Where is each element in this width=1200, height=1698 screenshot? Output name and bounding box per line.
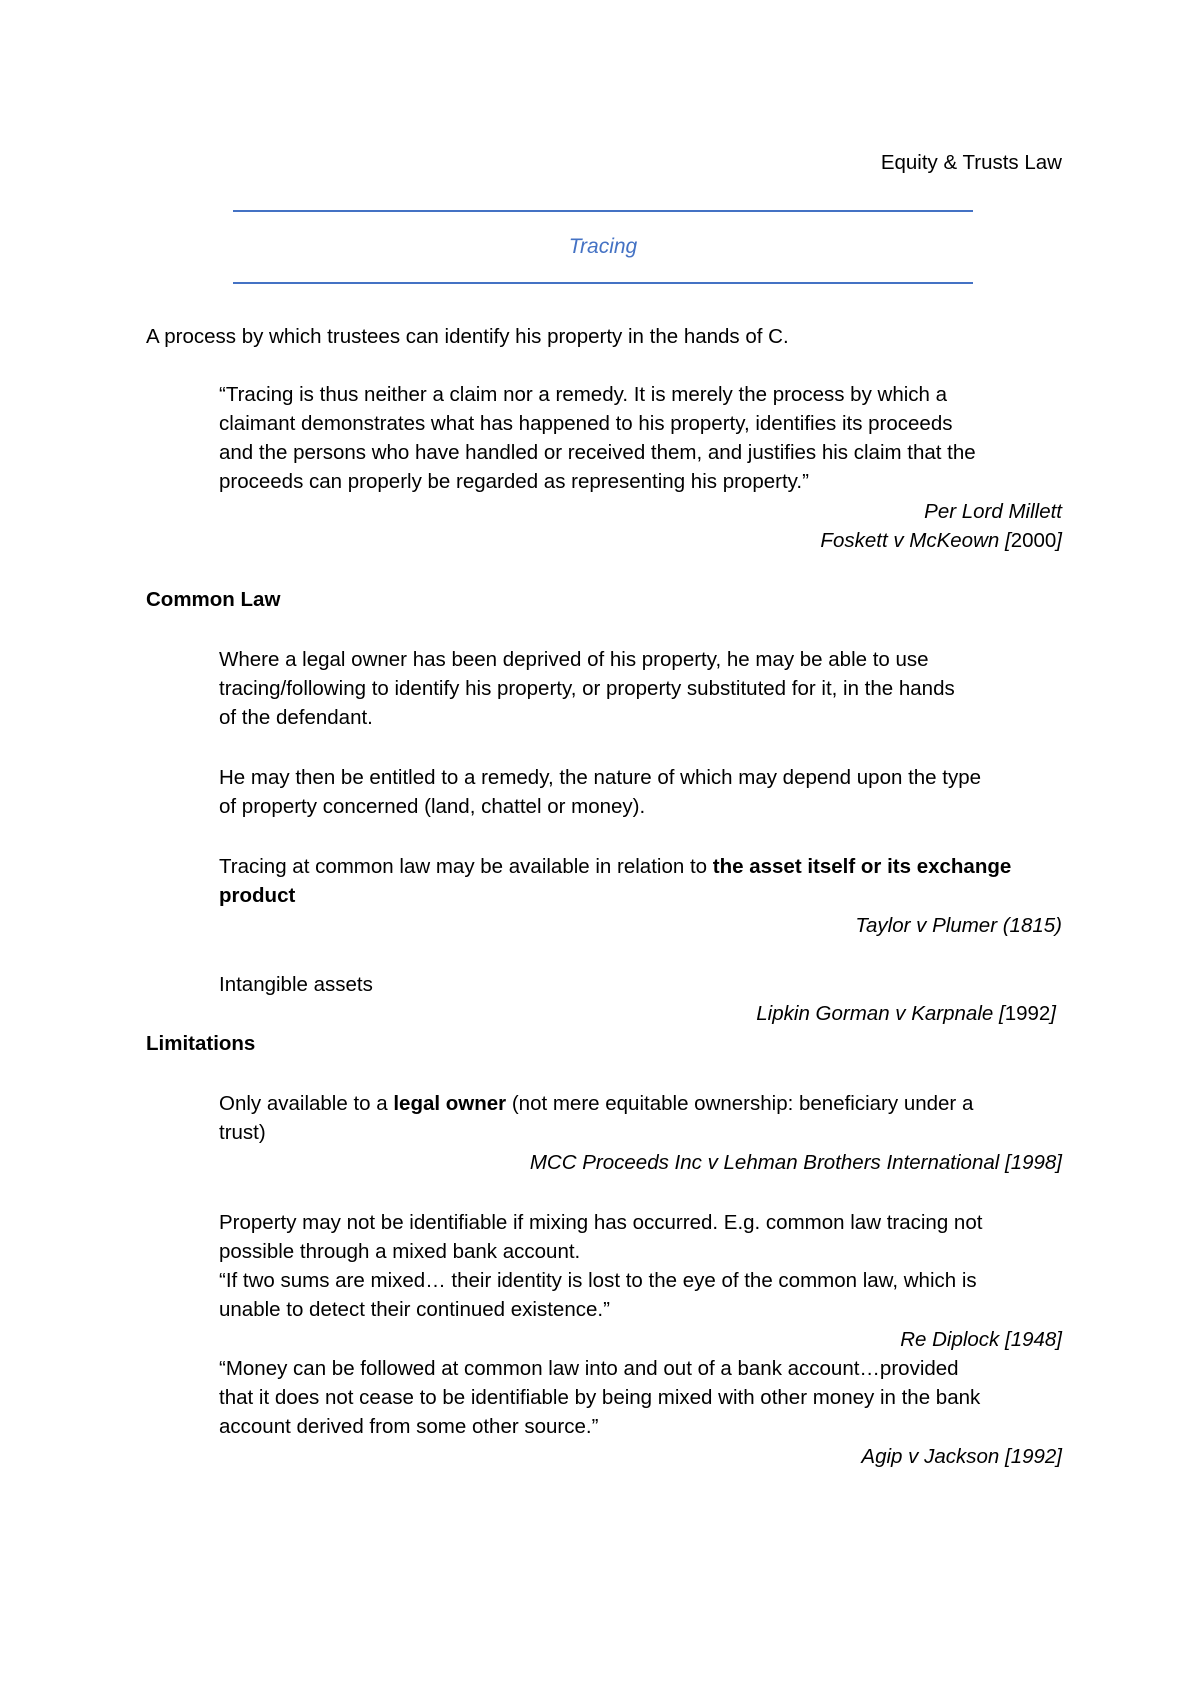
intro-text: A process by which trustees can identify his property in the hands of C. bbox=[146, 325, 789, 348]
para-line: of the defendant. bbox=[219, 706, 373, 729]
quote-line: unable to detect their continued existence.” bbox=[219, 1298, 610, 1321]
quote-line: claimant demonstrates what has happened to his property, identifies its proceeds bbox=[219, 412, 953, 435]
para-line bbox=[219, 852, 1011, 881]
page-title: Tracing bbox=[568, 235, 638, 258]
para-line: tracing/following to identify his property, or property substituted for it, in the hands bbox=[219, 677, 955, 700]
para-line: of property concerned (land, chattel or money). bbox=[219, 795, 646, 818]
title-rule-top bbox=[233, 210, 973, 212]
course-title: Equity & Trusts Law bbox=[880, 151, 1062, 174]
case-bracket: ] bbox=[1056, 529, 1062, 552]
case-citation: MCC Proceeds Inc v Lehman Brothers International [1998] bbox=[529, 1151, 1062, 1174]
case-bracket: ] bbox=[1050, 1002, 1056, 1025]
quote-line: “Money can be followed at common law into and out of a bank account…provided bbox=[219, 1357, 959, 1380]
quote-line: and the persons who have handled or received them, and justifies his claim that the bbox=[219, 441, 976, 464]
case-citation: Taylor v Plumer (1815) bbox=[855, 914, 1062, 937]
case-citation bbox=[600, 526, 1062, 555]
quote-line: “If two sums are mixed… their identity is lost to the eye of the common law, which is bbox=[219, 1269, 977, 1292]
intangible-assets: Intangible assets bbox=[219, 973, 373, 996]
case-citation: Agip v Jackson [1992] bbox=[861, 1445, 1062, 1468]
quote-line: proceeds can properly be regarded as representing his property.” bbox=[219, 470, 809, 493]
para-emphasis: the asset itself or its exchange bbox=[712, 855, 1012, 878]
quote-line: that it does not cease to be identifiable by being mixed with other money in the bank bbox=[219, 1386, 981, 1409]
quote-attribution: Per Lord Millett bbox=[924, 500, 1062, 523]
para-text: (not mere equitable ownership: beneficiary under a bbox=[506, 1092, 974, 1115]
case-year: 1992 bbox=[1004, 1002, 1051, 1025]
title-rule-bottom bbox=[233, 282, 973, 284]
para-text: Only available to a bbox=[219, 1092, 394, 1115]
para-emphasis: legal owner bbox=[393, 1092, 507, 1115]
para-line: He may then be entitled to a remedy, the nature of which may depend upon the type bbox=[219, 766, 982, 789]
quote-line: account derived from some other source.” bbox=[219, 1415, 599, 1438]
quote-line: “Tracing is thus neither a claim nor a remedy. It is merely the process by which a bbox=[219, 383, 948, 406]
case-year: 2000 bbox=[1010, 529, 1057, 552]
case-citation: Re Diplock [1948] bbox=[900, 1328, 1062, 1351]
para-emphasis-line2: product bbox=[219, 884, 296, 907]
para-text: Tracing at common law may be available in relation to bbox=[219, 855, 713, 878]
case-name: Lipkin Gorman v Karpnale [ bbox=[756, 1002, 1005, 1025]
case-citation bbox=[600, 999, 1056, 1028]
para-line: Where a legal owner has been deprived of his property, he may be able to use bbox=[219, 648, 929, 671]
para-line bbox=[219, 1089, 973, 1118]
para-line: trust) bbox=[219, 1121, 266, 1144]
section-heading-limitations: Limitations bbox=[146, 1032, 256, 1055]
para-line: possible through a mixed bank account. bbox=[219, 1240, 581, 1263]
para-line: Property may not be identifiable if mixing has occurred. E.g. common law tracing not bbox=[219, 1211, 983, 1234]
section-heading-common-law: Common Law bbox=[146, 588, 281, 611]
case-name: Foskett v McKeown [ bbox=[820, 529, 1011, 552]
